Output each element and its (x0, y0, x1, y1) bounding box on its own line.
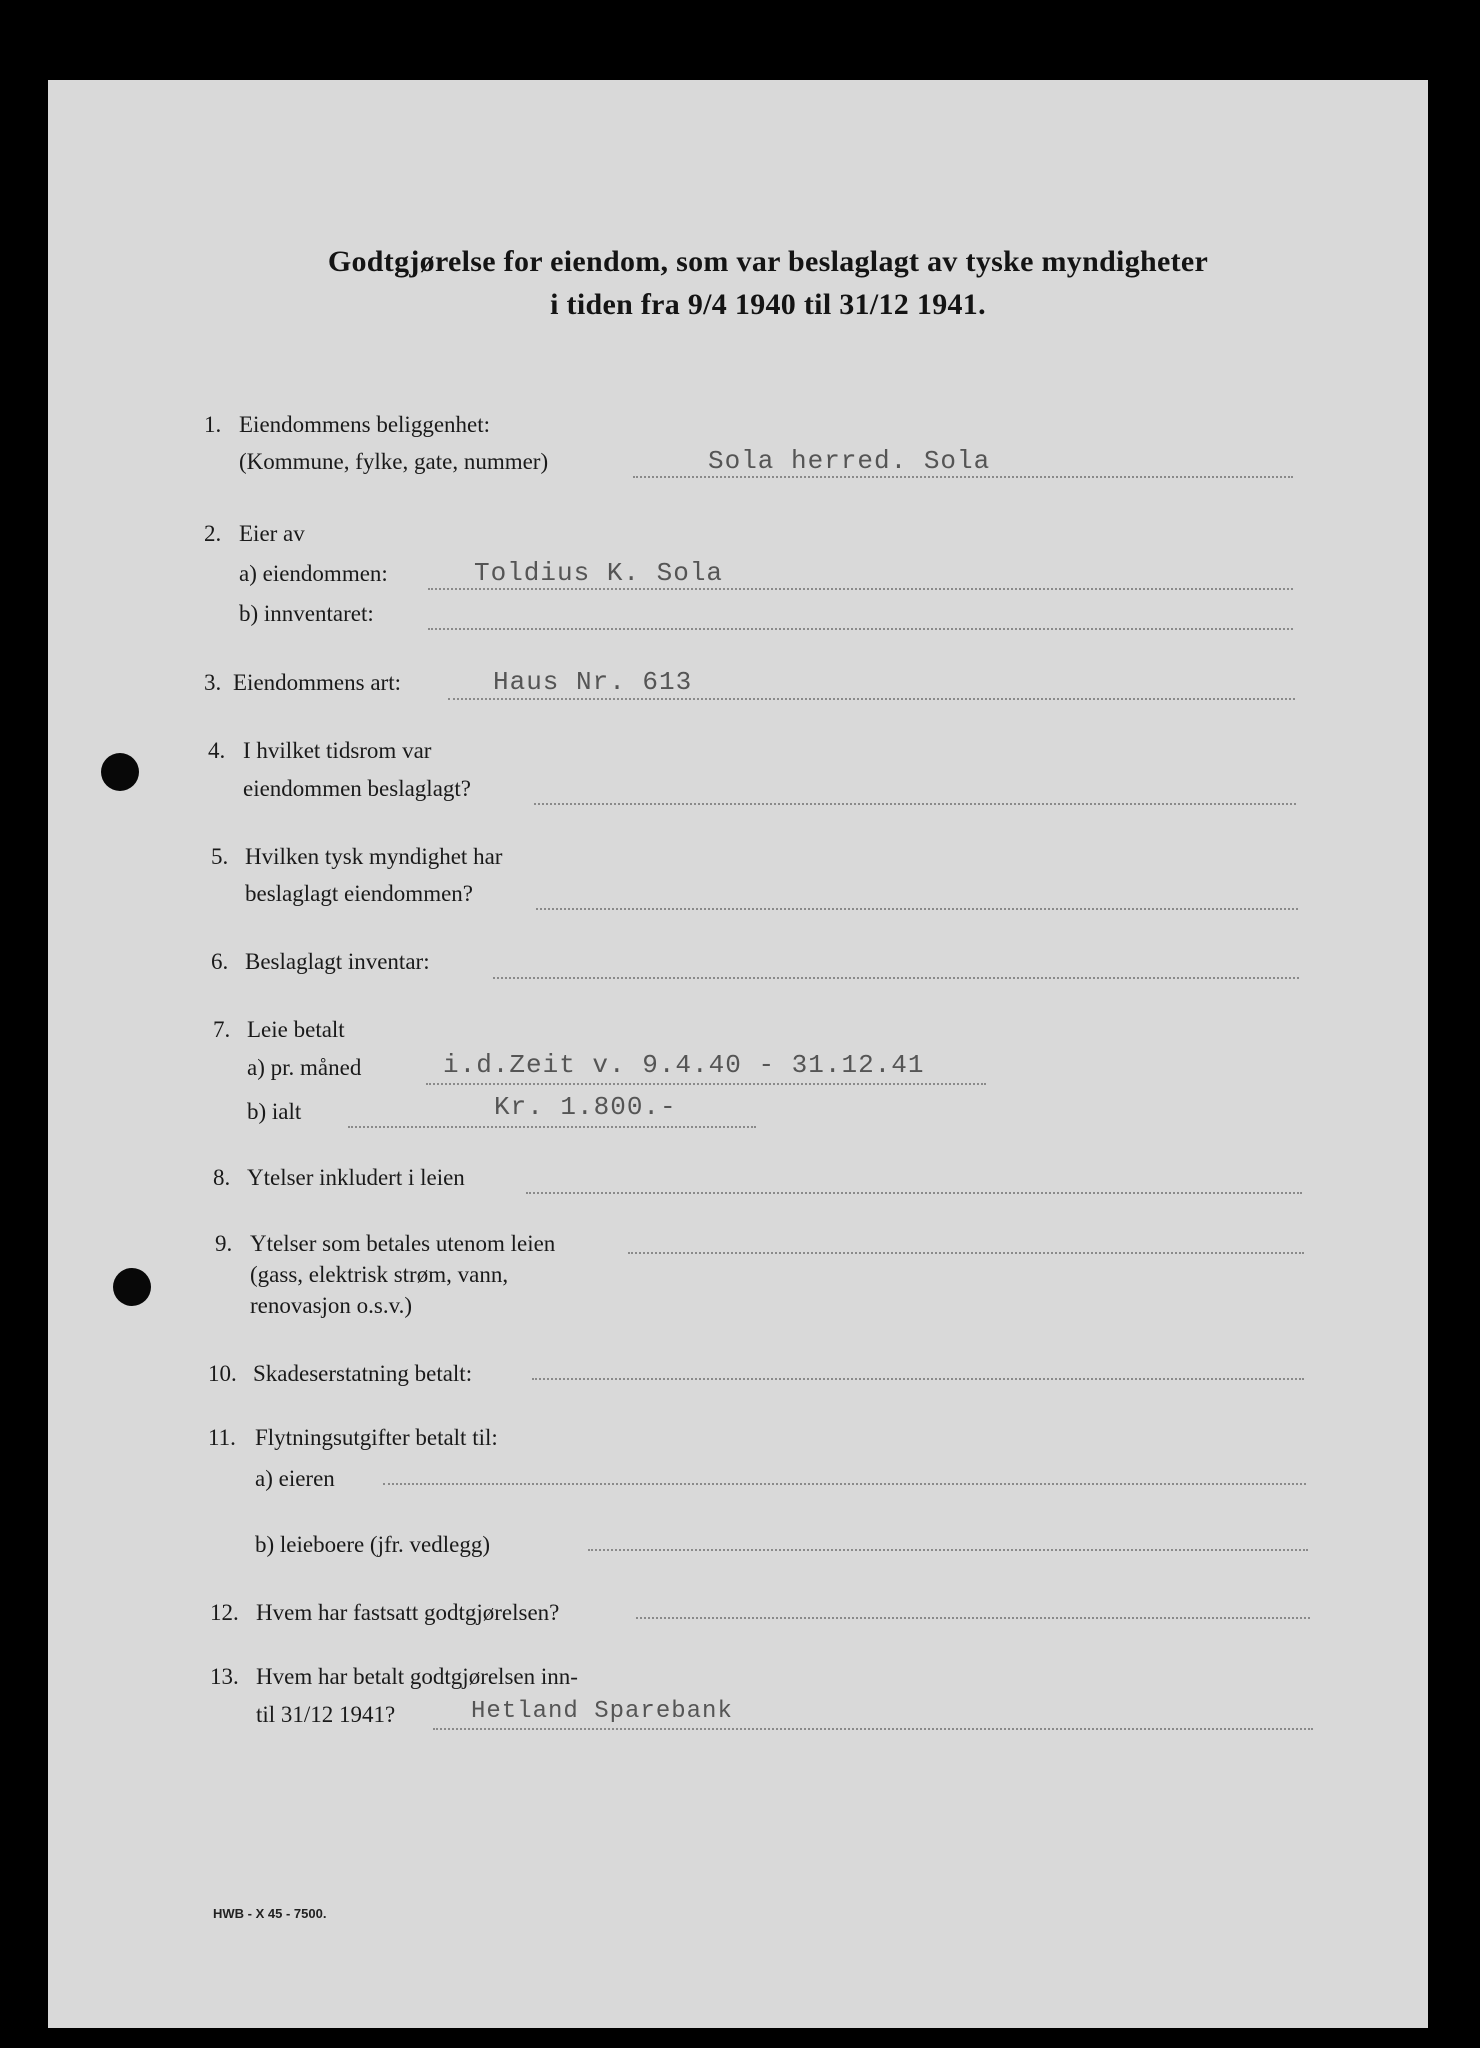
q6-number: 6. (211, 949, 229, 974)
q4-sublabel: eiendommen beslaglagt? (243, 776, 472, 801)
q3-answer: Haus Nr. 613 (493, 667, 693, 697)
q1-number: 1. (204, 412, 222, 437)
q1-answer: Sola herred. Sola (708, 446, 991, 476)
punch-hole-bottom (113, 1268, 151, 1306)
q10-label: Skadeserstatning betalt: (253, 1361, 473, 1386)
q8-number: 8. (213, 1165, 231, 1190)
q11a-answer-line (383, 1483, 1306, 1485)
q2-number: 2. (204, 521, 222, 546)
q3-number: 3. (204, 670, 222, 695)
q2b-label: b) innventaret: (239, 601, 374, 626)
q13-answer-line (433, 1728, 1313, 1730)
q2b-answer-line (428, 628, 1293, 630)
q10-number: 10. (208, 1361, 237, 1386)
form-title-line1: Godtgjørelse for eiendom, som var beslaglagt av tyske myndigheter (327, 245, 1209, 278)
q9-label: Ytelser som betales utenom leien (250, 1231, 556, 1256)
q9-sublabel-1: (gass, elektrisk strøm, vann, (250, 1262, 509, 1287)
form-sheet (48, 80, 1428, 2028)
q11b-label: b) leieboere (jfr. vedlegg) (255, 1532, 490, 1557)
q7b-answer-line (348, 1126, 756, 1128)
q7a-answer: i.d.Zeit v. 9.4.40 - 31.12.41 (443, 1050, 925, 1080)
q6-label: Beslaglagt inventar: (245, 949, 430, 974)
q3-answer-line (448, 698, 1295, 700)
q13-label: Hvem har betalt godtgjørelsen inn- (256, 1664, 578, 1689)
q7b-label: b) ialt (247, 1099, 302, 1124)
q8-answer-line (526, 1192, 1302, 1194)
q13-sublabel: til 31/12 1941? (256, 1702, 396, 1727)
q5-sublabel: beslaglagt eiendommen? (245, 881, 474, 906)
q12-number: 12. (210, 1600, 239, 1625)
q3-label: Eiendommens art: (233, 670, 401, 695)
q5-number: 5. (211, 844, 229, 869)
q12-label: Hvem har fastsatt godtgjørelsen? (256, 1600, 560, 1625)
q7-number: 7. (213, 1017, 231, 1042)
q11a-label: a) eieren (255, 1466, 335, 1491)
q7-label: Leie betalt (247, 1017, 345, 1042)
form-title-line2: i tiden fra 9/4 1940 til 31/12 1941. (550, 288, 986, 321)
q6-answer-line (493, 977, 1299, 979)
q9-number: 9. (215, 1231, 233, 1256)
q4-label: I hvilket tidsrom var (243, 738, 432, 763)
punch-hole-top (101, 753, 139, 791)
q7a-label: a) pr. måned (247, 1055, 362, 1080)
q2a-answer-line (428, 588, 1293, 590)
q2a-answer: Toldius K. Sola (474, 558, 724, 588)
q11-label: Flytningsutgifter betalt til: (255, 1425, 498, 1450)
q13-number: 13. (210, 1664, 239, 1689)
q9-sublabel-2: renovasjon o.s.v.) (250, 1293, 413, 1318)
q11-number: 11. (208, 1425, 236, 1450)
q5-label: Hvilken tysk myndighet har (245, 844, 503, 869)
q7b-answer: Kr. 1.800.- (494, 1092, 677, 1122)
q1-label: Eiendommens beliggenhet: (239, 412, 491, 437)
q2a-label: a) eiendommen: (239, 561, 388, 586)
q7a-answer-line (426, 1083, 986, 1085)
q11b-answer-line (588, 1549, 1308, 1551)
q2-label: Eier av (239, 521, 305, 546)
q1-answer-line (633, 476, 1293, 478)
printer-mark: HWB - X 45 - 7500. (213, 1906, 327, 1921)
q1-sublabel: (Kommune, fylke, gate, nummer) (239, 449, 549, 474)
q12-answer-line (636, 1617, 1310, 1619)
q10-answer-line (532, 1378, 1304, 1380)
q4-number: 4. (208, 738, 226, 763)
q5-answer-line (536, 908, 1298, 910)
q8-label: Ytelser inkludert i leien (247, 1165, 465, 1190)
q4-answer-line (534, 803, 1296, 805)
q9-answer-line (628, 1252, 1304, 1254)
q13-answer: Hetland Sparebank (471, 1698, 733, 1725)
